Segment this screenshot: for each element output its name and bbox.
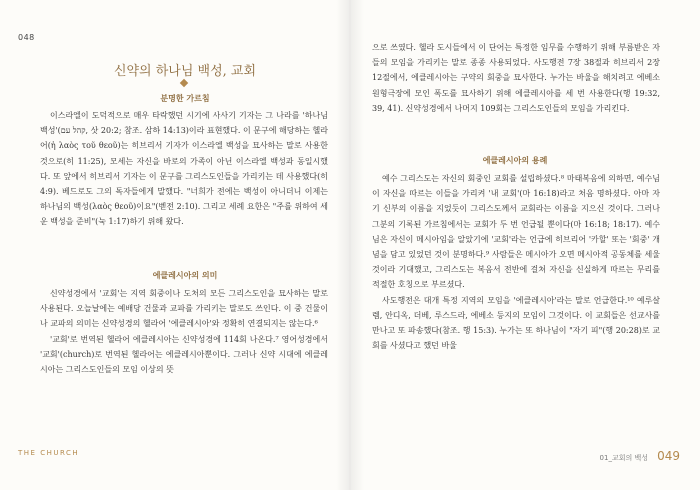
paragraph: 신약성경에서 '교회'는 지역 회중이나 도처의 모든 그리스도인을 묘사하는 말로 사용된다. 오늘날에는 예배당 건물과 교파를 가리키는 말로도 쓰인다. 이 중 건물이나 교파의 의미는 신약성경의 헬라어 '에클레시아'와 정확히 연결되지는 않는다.⁶	[40, 289, 328, 329]
running-footer-book-title: THE CHURCH	[18, 449, 80, 457]
left-page-number: 048	[18, 33, 35, 42]
paragraph: 으로 쓰였다. 헬라 도시들에서 이 단어는 특정한 임무를 수행하기 위해 부름받은 자들의 모임을 가리키는 말로 종종 사용되었다. 사도행전 7장 38절과 히브리서 2장 12절에서, 에클레시아는 구약의 회중을 묘사한다. 누가는 바울을 해치려고 에베소 원형극장에 모인 폭도를 묘사하기 위해 에클레시아를 세 번 사용한다(행 19:32, 39, 41). 신약성경에서 나머지 109회는 그리스도인들의 모임을 가리킨다.	[372, 43, 660, 113]
paragraph: 예수 그리스도는 자신의 회중인 교회를 설립하셨다.⁸ 마태복음에 의하면, 예수님이 자신을 따르는 이들을 가리켜 '내 교회'(마 16:18)라고 처음 명하셨다. 아마 자기 신부의 이름을 지었듯이 그리스도께서 교회라는 이름을 지으신 것이다. 그러나 그분의 기록된 가르침에서는 교회가 두 번 언급될 뿐이다(마 16:18; 18:17). 예수님은 자신이 메시아임을 알았기에 '교회'라는 언급에 히브리어 '카할' 또는 '회중' 개념을 담고 있었던 것이 분명하다.⁹ 사람들은 메시아가 오면 메시아적 공동체를 세울 것이라 기대했고, 그리스도는 복음서 전반에 걸쳐 자신을 신실하게 따르는 무리를 적절한 호칭으로 부르셨다.	[372, 174, 660, 290]
diamond-ornament-icon	[180, 79, 188, 87]
paragraph: '교회'로 번역된 헬라어 에클레시아는 신약성경에 114회 나온다.⁷ 영어성경에서 '교회'(church)로 번역된 헬라어는 에클레시아뿐이다. 그러나 신약 시대에 에클레시아는 그리스도인들의 모임 이상의 뜻	[40, 334, 328, 375]
paragraph: 사도행전은 대개 특정 지역의 모임을 '에클레시아'라는 말로 언급한다.¹⁰ 예루살렘, 안디옥, 더베, 루스드라, 에베소 등지의 모임이 그것이다. 이 교회들은 선교사를 만나고 또 파송했다(참조. 행 15:3). 누가는 또 하나님이 "자기 피"(행 20:28)로 교회를 사셨다고 했던 바울	[372, 295, 660, 351]
section-heading-ekklesia-meaning: 에클레시아의 의미	[152, 271, 218, 280]
paragraph: 이스라엘이 도덕적으로 매우 타락했던 시기에 사사기 기자는 그 나라를 '하나님 백성'(קהל עם, 삿 20:2; 참조. 삼하 14:13)이라 표현했다. 이 문구에 해당하는 헬라어(ἡ λαὸς τοῦ θεοῦ)는 히브리서 기자가 이스라엘 백성을 묘사하는 말로 사용한 것으로(히 11:25), 모세는 자신을 바로의 가족이 아닌 이스라엘 백성과 동일시했다. 또 앞에서 히브리서 기자는 이 문구를 그리스도인들을 가리키는 데 사용했다(히 4:9). 베드로도 그의 독자들에게 말했다. "너희가 전에는 백성이 아니더니 이제는 하나님의 백성(λαὸς θεοῦ)이요"(벧전 2:10). 그리고 세례 요한은 "주를 위하여 세운 백성을 준비"(눅 1:17)하기 위해 왔다.	[40, 111, 328, 227]
section-heading-ekklesia-usage: 에클레시아의 용례	[482, 156, 548, 165]
continued-text	[372, 40, 660, 116]
right-page-number: 049	[657, 449, 680, 463]
section-body-clear-teaching	[40, 108, 328, 230]
section-heading-clear-teaching: 분명한 가르침	[160, 94, 210, 103]
chapter-title: 신약의 하나님 백성, 교회	[113, 64, 257, 79]
section-body-ekklesia-usage	[372, 171, 660, 353]
chapter-label: 01_교회의 백성	[599, 454, 648, 462]
section-body-ekklesia-meaning	[40, 286, 328, 377]
right-page	[350, 0, 700, 490]
running-footer-right	[600, 445, 680, 464]
